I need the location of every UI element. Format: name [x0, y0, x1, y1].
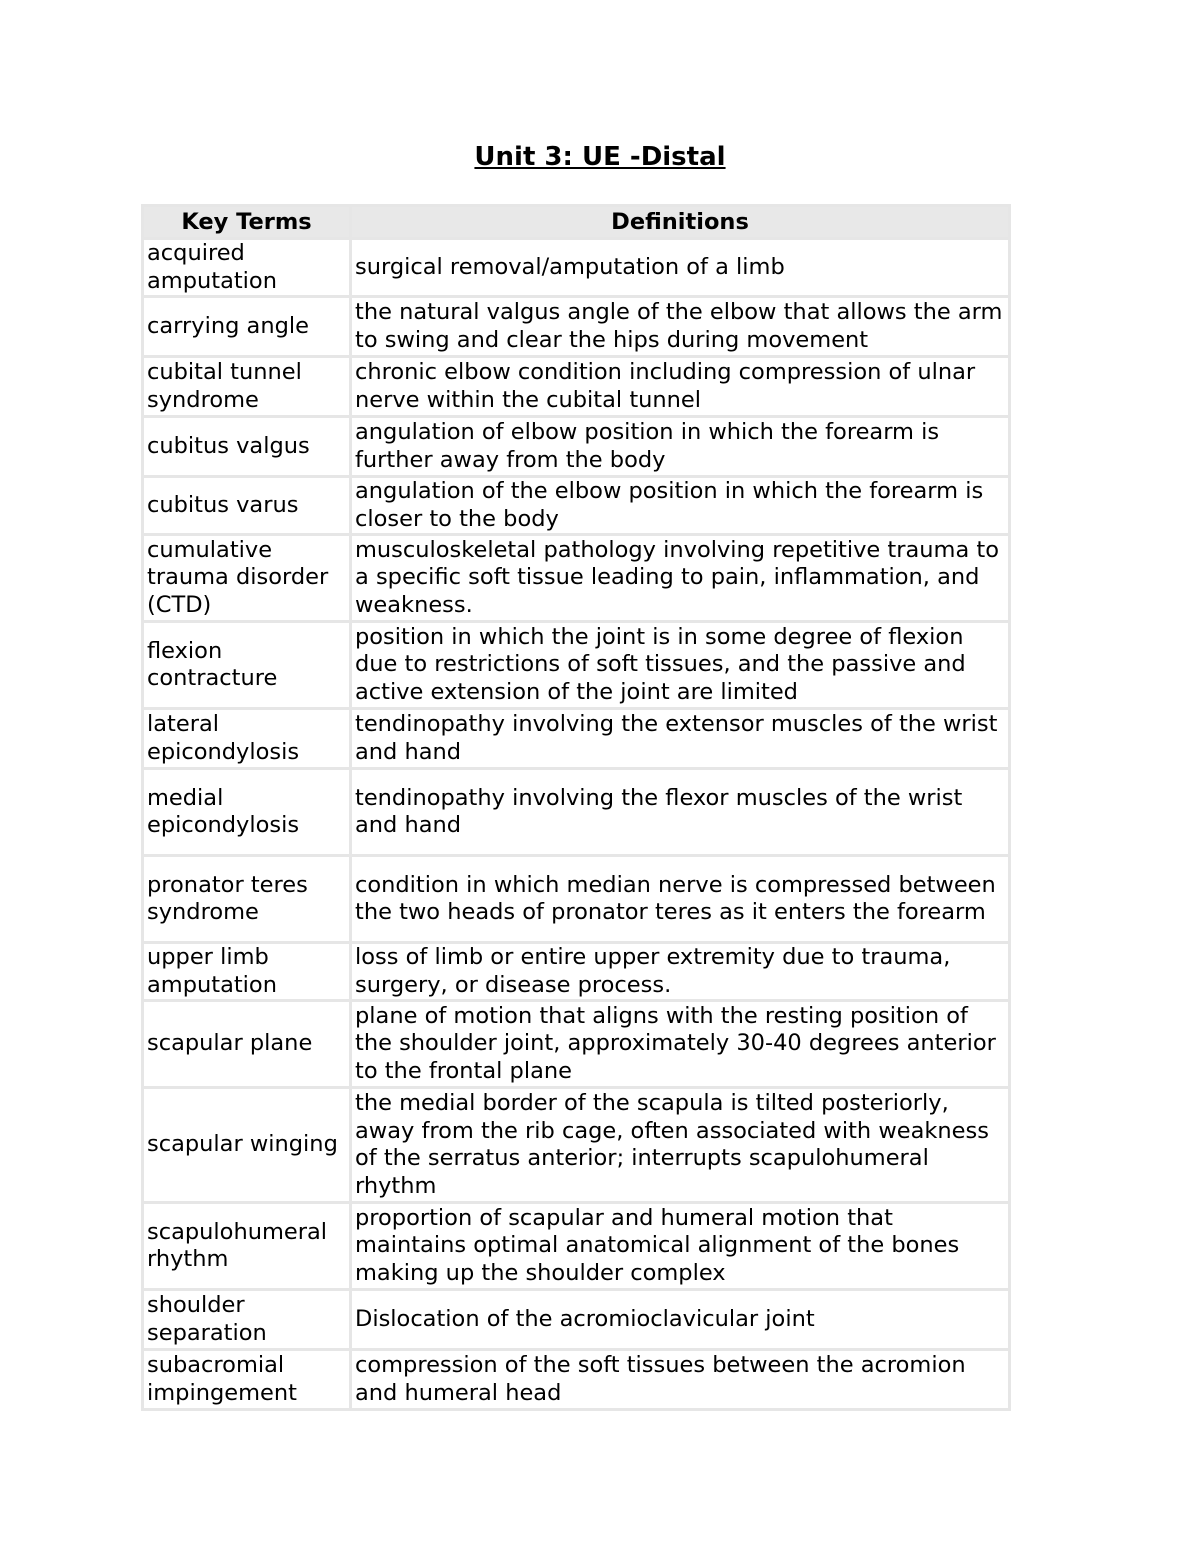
definition-cell: compression of the soft tissues between the acromion and humeral head: [351, 1350, 1010, 1410]
term-cell: cumulative trauma disorder (CTD): [143, 535, 351, 622]
definition-cell: loss of limb or entire upper extremity due to trauma, surgery, or disease process.: [351, 943, 1010, 1001]
term-cell: shoulder separation: [143, 1290, 351, 1350]
table-row: [143, 417, 1010, 477]
header-definitions: Definitions: [351, 206, 1010, 239]
page-title: Unit 3: UE -Distal: [474, 142, 726, 172]
term-cell: lateral epicondylosis: [143, 709, 351, 769]
term-cell: medial epicondylosis: [143, 769, 351, 856]
table-row: [143, 1203, 1010, 1290]
definition-cell: surgical removal/amputation of a limb: [351, 239, 1010, 297]
table-row: [143, 477, 1010, 535]
definition-cell: tendinopathy involving the extensor muscles of the wrist and hand: [351, 709, 1010, 769]
definition-cell: condition in which median nerve is compressed between the two heads of pronator teres as it enters the forearm: [351, 856, 1010, 943]
definition-cell: plane of motion that aligns with the resting position of the shoulder joint, approximately 30-40 degrees anterior to the frontal plane: [351, 1001, 1010, 1088]
table-row: [143, 622, 1010, 709]
definition-cell: the natural valgus angle of the elbow that allows the arm to swing and clear the hips during movement: [351, 297, 1010, 357]
definition-cell: chronic elbow condition including compression of ulnar nerve within the cubital tunnel: [351, 357, 1010, 417]
term-cell: acquired amputation: [143, 239, 351, 297]
definition-cell: proportion of scapular and humeral motion that maintains optimal anatomical alignment of the bones making up the shoulder complex: [351, 1203, 1010, 1290]
term-cell: scapulohumeral rhythm: [143, 1203, 351, 1290]
table-row: [143, 297, 1010, 357]
definition-cell: Dislocation of the acromioclavicular joint: [351, 1290, 1010, 1350]
table-row: [143, 856, 1010, 943]
term-cell: subacromial impingement: [143, 1350, 351, 1410]
key-terms-table: [141, 204, 1011, 1411]
definition-cell: musculoskeletal pathology involving repetitive trauma to a specific soft tissue leading to pain, inflammation, and weakness.: [351, 535, 1010, 622]
term-cell: pronator teres syndrome: [143, 856, 351, 943]
table-header-row: [143, 206, 1010, 239]
term-cell: upper limb amputation: [143, 943, 351, 1001]
table-row: [143, 769, 1010, 856]
table-row: [143, 357, 1010, 417]
term-cell: cubitus valgus: [143, 417, 351, 477]
header-key-terms: Key Terms: [143, 206, 351, 239]
definition-cell: the medial border of the scapula is tilted posteriorly, away from the rib cage, often associated with weakness of the serratus anterior; interrupts scapulohumeral rhythm: [351, 1088, 1010, 1203]
table-row: [143, 943, 1010, 1001]
definition-cell: tendinopathy involving the flexor muscles of the wrist and hand: [351, 769, 1010, 856]
term-cell: cubital tunnel syndrome: [143, 357, 351, 417]
table-row: [143, 1088, 1010, 1203]
term-cell: scapular winging: [143, 1088, 351, 1203]
table-row: [143, 709, 1010, 769]
definition-cell: position in which the joint is in some degree of flexion due to restrictions of soft tissues, and the passive and active extension of the joint are limited: [351, 622, 1010, 709]
definition-cell: angulation of the elbow position in which the forearm is closer to the body: [351, 477, 1010, 535]
table-row: [143, 1350, 1010, 1410]
table-row: [143, 1001, 1010, 1088]
term-cell: cubitus varus: [143, 477, 351, 535]
term-cell: carrying angle: [143, 297, 351, 357]
definition-cell: angulation of elbow position in which the forearm is further away from the body: [351, 417, 1010, 477]
table-row: [143, 1290, 1010, 1350]
term-cell: flexion contracture: [143, 622, 351, 709]
table-row: [143, 239, 1010, 297]
table-row: [143, 535, 1010, 622]
term-cell: scapular plane: [143, 1001, 351, 1088]
